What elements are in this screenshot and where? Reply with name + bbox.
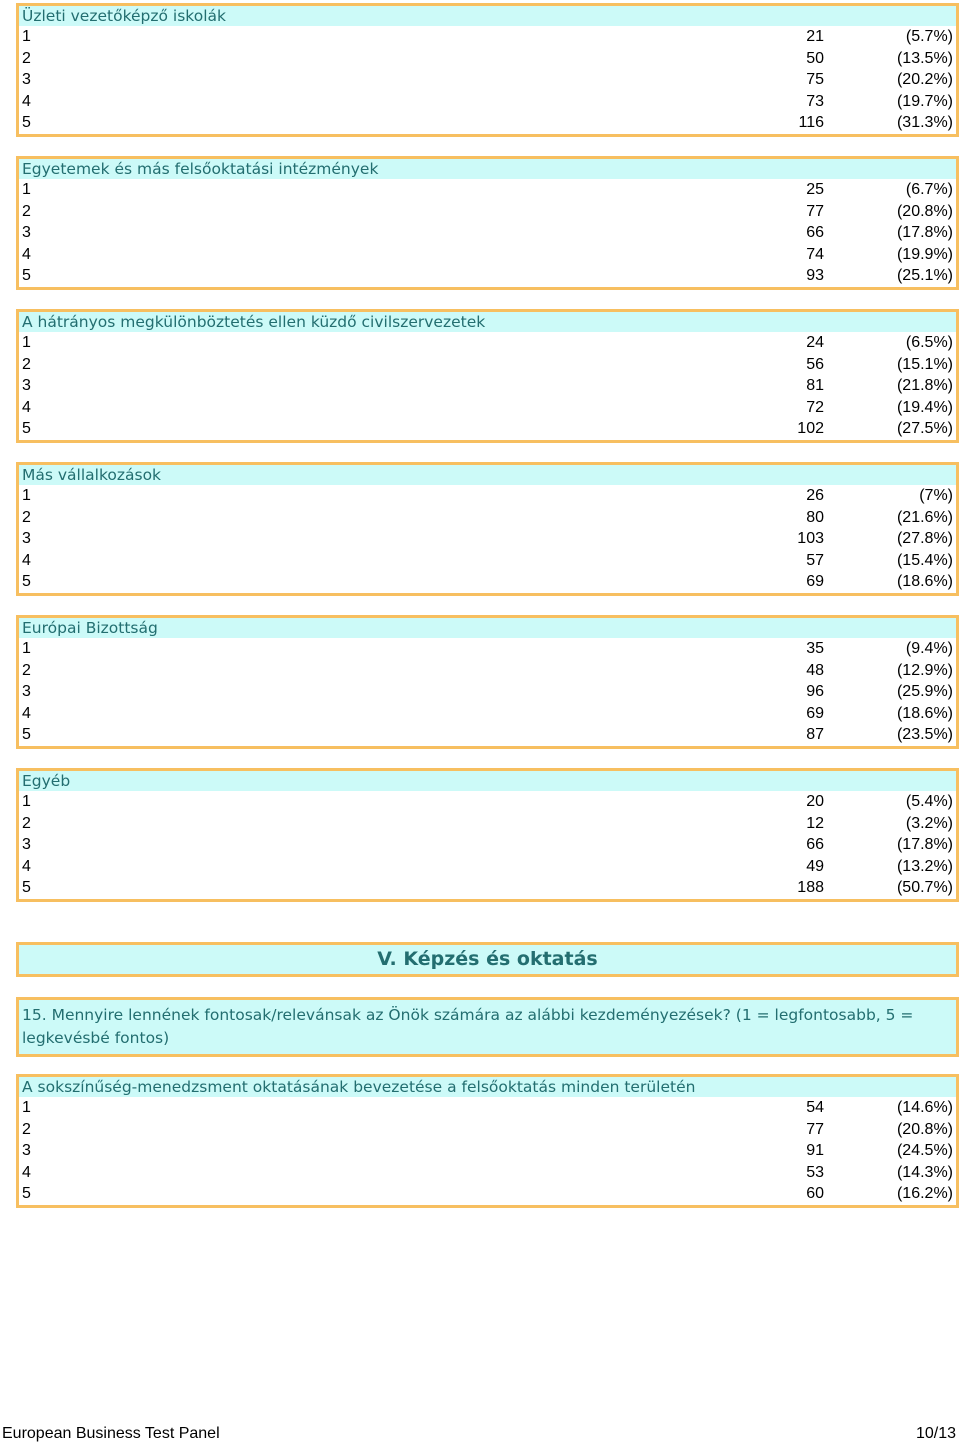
table-row [19, 1140, 956, 1162]
rating-level: 1 [22, 334, 31, 351]
table-row [19, 1119, 956, 1141]
response-percent: (19.7%) [896, 92, 953, 110]
response-count: 102 [797, 420, 824, 438]
response-count: 91 [806, 1142, 824, 1160]
response-percent: (31.3%) [896, 114, 953, 132]
table-row [19, 375, 956, 397]
group-header: A hátrányos megkülönböztetés ellen küzdő civilszervezetek [19, 312, 956, 332]
response-percent: (18.6%) [896, 573, 953, 591]
table-row [19, 485, 956, 507]
rating-level: 1 [22, 1099, 31, 1116]
response-count: 54 [806, 1099, 824, 1116]
response-count: 69 [806, 573, 824, 591]
page-footer [2, 1424, 956, 1444]
response-percent: (15.4%) [896, 551, 953, 569]
group-european-commission [16, 615, 959, 749]
response-percent: (13.2%) [896, 857, 953, 875]
rating-level: 5 [22, 879, 31, 897]
response-percent: (27.8%) [896, 530, 953, 548]
response-count: 56 [806, 355, 824, 373]
response-percent: (3.2%) [905, 814, 953, 832]
group-header: A sokszínűség-menedzsment oktatásának bevezetése a felsőoktatás minden területén [19, 1077, 956, 1097]
response-percent: (20.8%) [896, 1120, 953, 1138]
rating-level: 1 [22, 181, 31, 198]
response-percent: (9.4%) [905, 640, 953, 657]
group-other-businesses [16, 462, 959, 596]
response-count: 77 [806, 1120, 824, 1138]
rating-level: 3 [22, 683, 31, 701]
response-count: 24 [806, 334, 824, 351]
response-count: 81 [806, 377, 824, 395]
response-percent: (14.3%) [896, 1163, 953, 1181]
table-row [19, 179, 956, 201]
question-text: 15. Mennyire lennének fontosak/relevánsak az Önök számára az alábbi kezdeményezések? (1 = legfontosabb, 5 = legkevésbé fontos) [16, 997, 959, 1057]
group-business-schools [16, 3, 959, 137]
response-percent: (19.9%) [896, 245, 953, 263]
table-row [19, 222, 956, 244]
response-count: 75 [806, 71, 824, 89]
table-row [19, 201, 956, 223]
rating-level: 4 [22, 245, 31, 263]
response-percent: (14.6%) [896, 1099, 953, 1116]
table-row [19, 26, 956, 48]
response-count: 74 [806, 245, 824, 263]
response-count: 80 [806, 508, 824, 526]
response-percent: (27.5%) [896, 420, 953, 438]
response-percent: (21.8%) [896, 377, 953, 395]
response-count: 12 [806, 814, 824, 832]
rating-level: 4 [22, 398, 31, 416]
table-row [19, 813, 956, 835]
rating-level: 5 [22, 573, 31, 591]
response-percent: (24.5%) [896, 1142, 953, 1160]
table-row [19, 507, 956, 529]
response-percent: (6.7%) [905, 181, 953, 198]
response-percent: (16.2%) [896, 1185, 953, 1203]
section-title: V. Képzés és oktatás [16, 942, 959, 977]
response-percent: (12.9%) [896, 661, 953, 679]
response-percent: (23.5%) [896, 726, 953, 744]
rating-level: 2 [22, 355, 31, 373]
table-row [19, 703, 956, 725]
response-count: 77 [806, 202, 824, 220]
response-percent: (18.6%) [896, 704, 953, 722]
table-row [19, 791, 956, 813]
table-row [19, 112, 956, 134]
response-percent: (20.2%) [896, 71, 953, 89]
table-row [19, 48, 956, 70]
table-row [19, 332, 956, 354]
response-count: 53 [806, 1163, 824, 1181]
group-universities [16, 156, 959, 290]
table-row [19, 418, 956, 440]
rating-level: 2 [22, 49, 31, 67]
footer-title: European Business Test Panel [2, 1425, 220, 1442]
table-row [19, 724, 956, 746]
rating-level: 3 [22, 224, 31, 242]
response-count: 96 [806, 683, 824, 701]
response-percent: (15.1%) [896, 355, 953, 373]
rating-level: 1 [22, 487, 31, 504]
rating-level: 3 [22, 377, 31, 395]
rating-level: 2 [22, 202, 31, 220]
response-percent: (17.8%) [896, 224, 953, 242]
table-row [19, 397, 956, 419]
response-count: 57 [806, 551, 824, 569]
rating-level: 5 [22, 267, 31, 285]
table-row [19, 528, 956, 550]
rating-level: 3 [22, 1142, 31, 1160]
response-count: 21 [806, 28, 824, 45]
table-row [19, 834, 956, 856]
table-row [19, 265, 956, 287]
table-row [19, 244, 956, 266]
response-percent: (50.7%) [896, 879, 953, 897]
response-count: 188 [797, 879, 824, 897]
rating-level: 2 [22, 661, 31, 679]
response-count: 103 [797, 530, 824, 548]
rating-level: 5 [22, 420, 31, 438]
response-count: 73 [806, 92, 824, 110]
response-count: 26 [806, 487, 824, 504]
table-row [19, 571, 956, 593]
response-percent: (17.8%) [896, 836, 953, 854]
group-header: Más vállalkozások [19, 465, 956, 485]
table-row [19, 638, 956, 660]
response-percent: (20.8%) [896, 202, 953, 220]
response-percent: (5.7%) [905, 28, 953, 45]
rating-level: 2 [22, 814, 31, 832]
response-percent: (13.5%) [896, 49, 953, 67]
table-row [19, 69, 956, 91]
response-count: 87 [806, 726, 824, 744]
group-header: Egyéb [19, 771, 956, 791]
response-count: 72 [806, 398, 824, 416]
table-row [19, 1183, 956, 1205]
table-row [19, 550, 956, 572]
response-count: 20 [806, 793, 824, 810]
group-header: Egyetemek és más felsőoktatási intézmények [19, 159, 956, 179]
response-percent: (25.9%) [896, 683, 953, 701]
rating-level: 5 [22, 114, 31, 132]
group-other [16, 768, 959, 902]
rating-level: 5 [22, 726, 31, 744]
response-count: 49 [806, 857, 824, 875]
rating-level: 1 [22, 793, 31, 810]
response-percent: (21.6%) [896, 508, 953, 526]
table-row [19, 1162, 956, 1184]
rating-level: 4 [22, 551, 31, 569]
response-count: 48 [806, 661, 824, 679]
table-row [19, 877, 956, 899]
response-count: 35 [806, 640, 824, 657]
group-header: Üzleti vezetőképző iskolák [19, 6, 956, 26]
response-count: 116 [798, 114, 824, 132]
table-row [19, 91, 956, 113]
rating-level: 4 [22, 704, 31, 722]
rating-level: 2 [22, 508, 31, 526]
response-count: 66 [806, 224, 824, 242]
table-row [19, 1097, 956, 1119]
rating-level: 4 [22, 857, 31, 875]
response-count: 25 [806, 181, 824, 198]
response-count: 50 [806, 49, 824, 67]
response-count: 93 [806, 267, 824, 285]
rating-level: 3 [22, 530, 31, 548]
rating-level: 4 [22, 92, 31, 110]
response-percent: (5.4%) [905, 793, 953, 810]
group-header: Európai Bizottság [19, 618, 956, 638]
rating-level: 2 [22, 1120, 31, 1138]
rating-level: 1 [22, 28, 31, 45]
group-diversity-education [16, 1074, 959, 1208]
rating-level: 3 [22, 71, 31, 89]
table-row [19, 856, 956, 878]
response-percent: (7%) [919, 487, 953, 504]
group-anti-discrimination-ngos [16, 309, 959, 443]
response-count: 69 [806, 704, 824, 722]
rating-level: 4 [22, 1163, 31, 1181]
rating-level: 5 [22, 1185, 31, 1203]
rating-level: 3 [22, 836, 31, 854]
response-count: 66 [806, 836, 824, 854]
response-count: 60 [806, 1185, 824, 1203]
rating-level: 1 [22, 640, 31, 657]
table-row [19, 660, 956, 682]
table-row [19, 354, 956, 376]
response-percent: (6.5%) [905, 334, 953, 351]
response-percent: (25.1%) [896, 267, 953, 285]
response-percent: (19.4%) [896, 398, 953, 416]
page-number: 10/13 [915, 1425, 956, 1442]
table-row [19, 681, 956, 703]
